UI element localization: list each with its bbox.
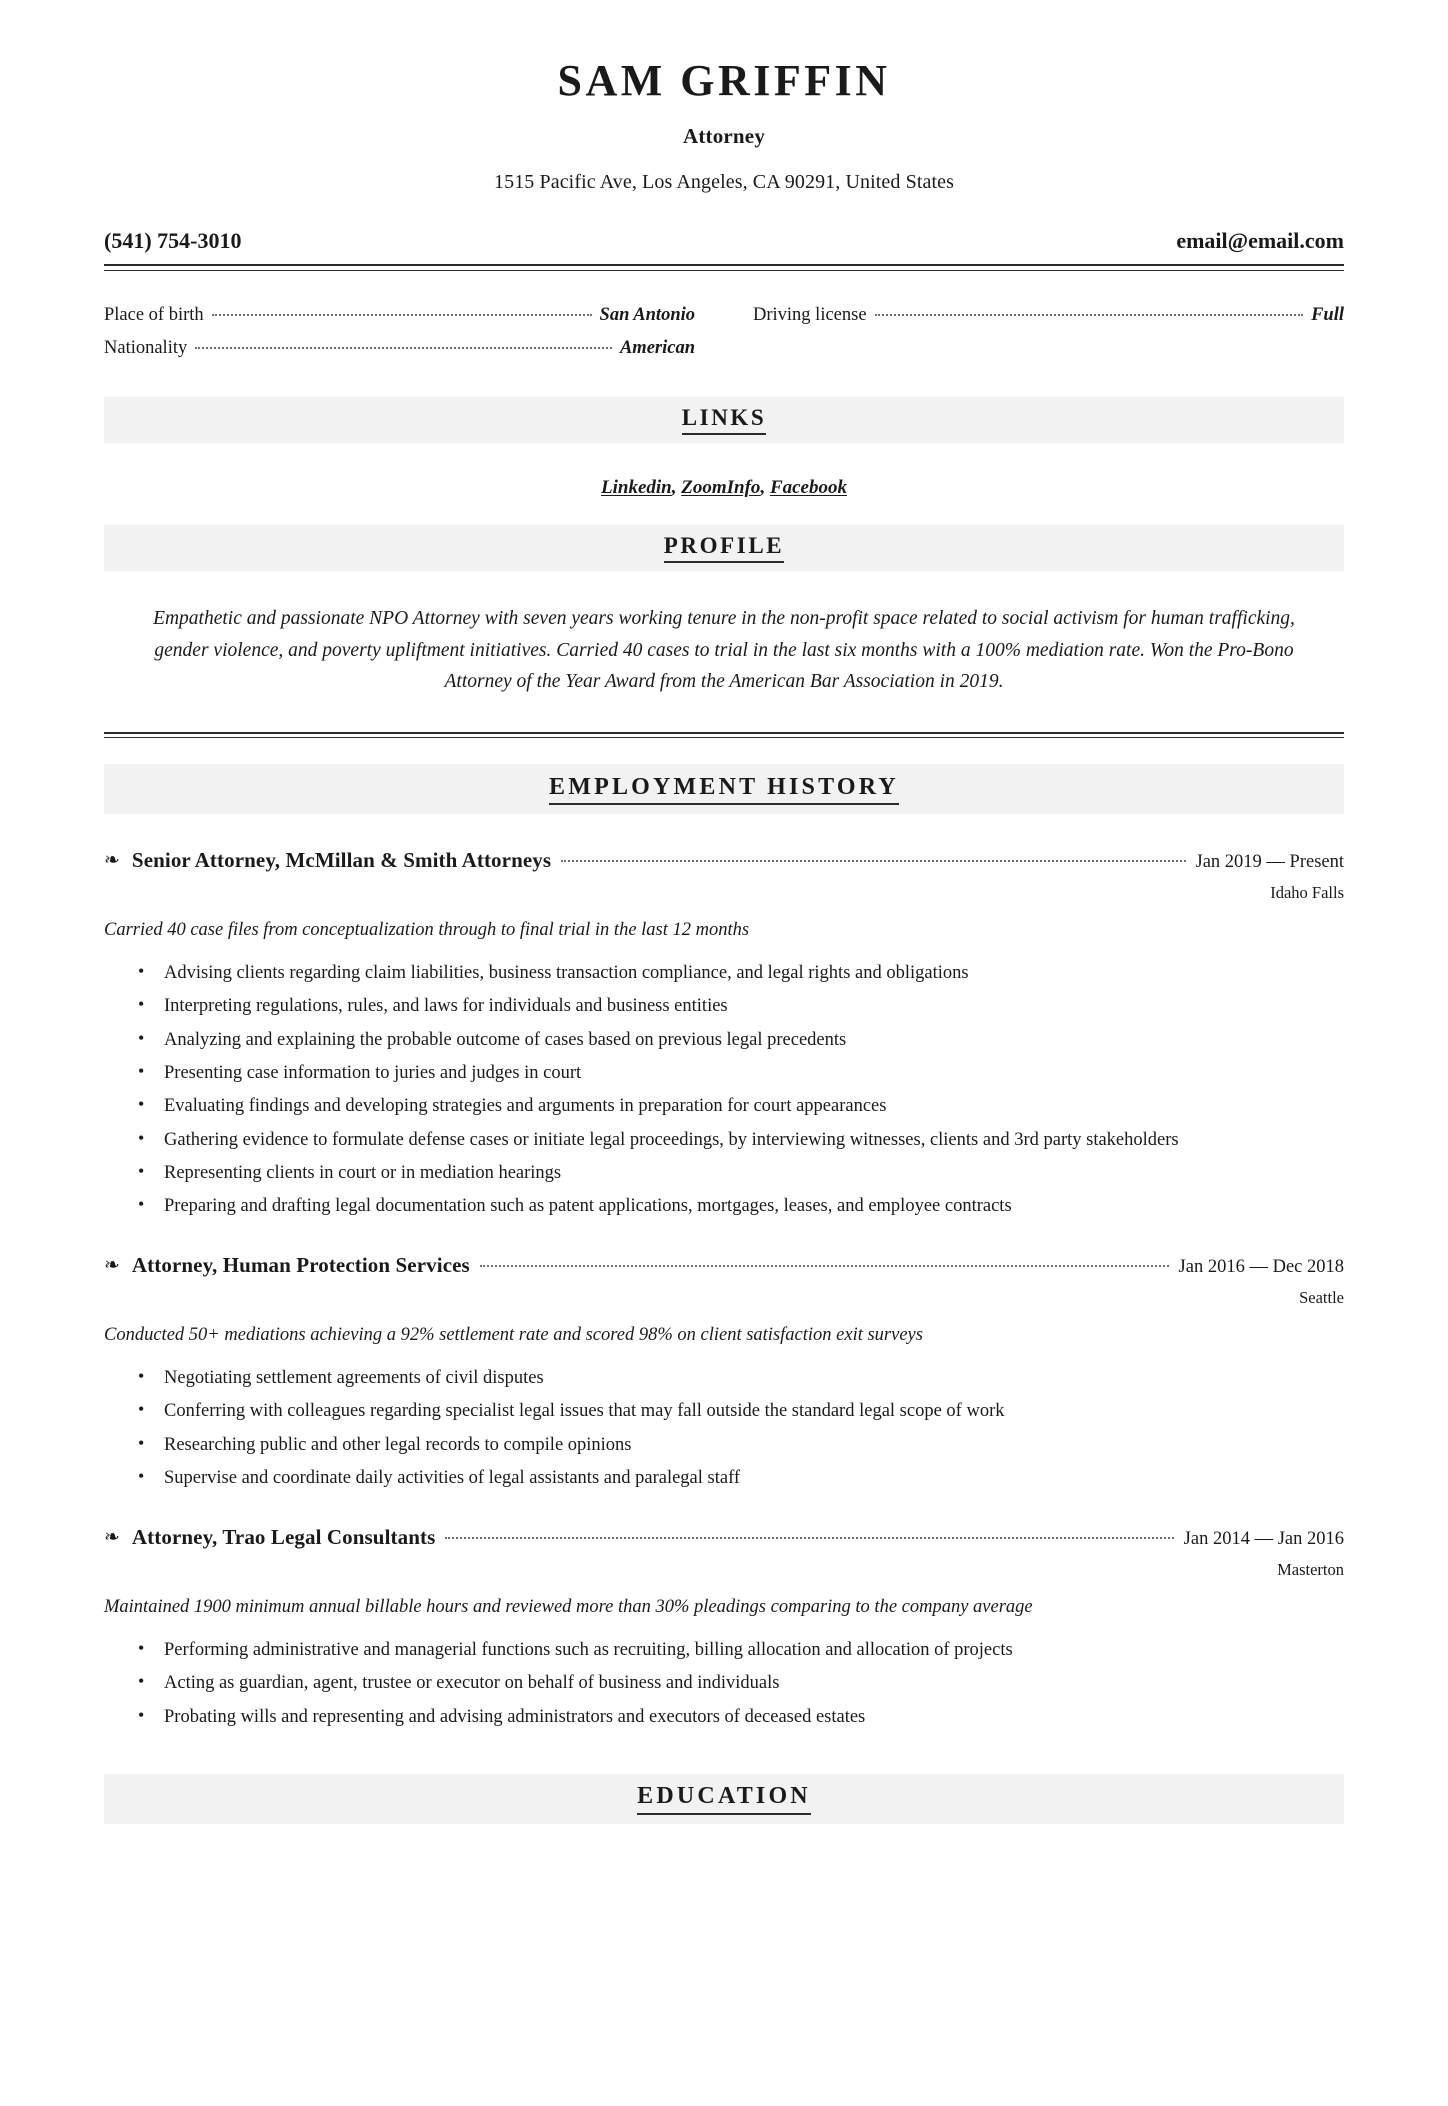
- duty-item: • Performing administrative and managerial functions such as recruiting, billing allocation and allocation of projects: [136, 1637, 1344, 1663]
- section-header-employment-history: [104, 764, 1344, 814]
- employment-title: Attorney, Human Protection Services: [131, 1253, 470, 1278]
- resume-header: [104, 58, 1344, 271]
- employment-dates: Jan 2019 — Present: [1195, 852, 1344, 873]
- link-linkedin[interactable]: Linkedin: [601, 477, 672, 499]
- employment-duties-list: [104, 1637, 1344, 1730]
- detail-row-driving-license: [753, 305, 1344, 325]
- phone-number[interactable]: (541) 754-3010: [104, 228, 242, 254]
- employment-entry: [104, 1253, 1344, 1491]
- section-header-links: [104, 397, 1344, 443]
- clover-bullet-icon: ❧: [104, 1527, 120, 1549]
- detail-label: Driving license: [753, 304, 867, 325]
- links-list: [104, 477, 1344, 499]
- personal-details: [104, 305, 1344, 372]
- profile-summary: Empathetic and passionate NPO Attorney with seven years working tenure in the non-profit space related to social activism for human trafficking, gender violence, and poverty upliftment initiatives. Carried 40 cases to trial in the last six months with a 100% mediation rate. Won the Pro-Bono Attorney of the Year Award from the American Bar Association in 2019.: [153, 608, 1295, 693]
- detail-label: Place of birth: [104, 304, 204, 325]
- detail-value: San Antonio: [599, 304, 695, 325]
- header-divider: [104, 264, 1344, 270]
- clover-bullet-icon: ❧: [104, 850, 120, 872]
- employment-entry: [104, 848, 1344, 1219]
- employment-entry-header: [104, 848, 1344, 873]
- personal-details-right-column: [753, 305, 1344, 372]
- dotted-leader: [445, 1537, 1173, 1539]
- section-title: LINKS: [682, 405, 767, 435]
- employment-entry-header: [104, 1253, 1344, 1278]
- duty-item: • Supervise and coordinate daily activities of legal assistants and paralegal staff: [136, 1465, 1344, 1491]
- employment-entry: [104, 1525, 1344, 1730]
- dotted-leader: [480, 1265, 1169, 1267]
- employment-duties-list: [104, 960, 1344, 1219]
- detail-label: Nationality: [104, 337, 188, 358]
- duty-item: • Negotiating settlement agreements of civil disputes: [136, 1365, 1344, 1391]
- profile-divider: [104, 732, 1344, 738]
- employment-entry-header: [104, 1525, 1344, 1550]
- employment-dates: Jan 2016 — Dec 2018: [1178, 1257, 1344, 1278]
- duty-item: • Acting as guardian, agent, trustee or executor on behalf of business and individuals: [136, 1670, 1344, 1696]
- resume-page: [0, 58, 1448, 2106]
- employment-dates: Jan 2014 — Jan 2016: [1183, 1529, 1344, 1550]
- personal-details-left-column: [104, 305, 695, 372]
- duty-item: • Advising clients regarding claim liabilities, business transaction compliance, and legal rights and obligations: [136, 960, 1344, 986]
- dotted-leader: [875, 314, 1304, 316]
- employment-description: Maintained 1900 minimum annual billable hours and reviewed more than 30% pleadings comparing to the company average: [104, 1597, 1033, 1618]
- duty-item: • Gathering evidence to formulate defense cases or initiate legal proceedings, by interviewing witnesses, clients and 3rd party stakeholders: [136, 1127, 1344, 1153]
- dotted-leader: [212, 314, 592, 316]
- duty-item: • Preparing and drafting legal documentation such as patent applications, mortgages, leases, and employee contracts: [136, 1193, 1344, 1219]
- link-facebook[interactable]: Facebook: [769, 477, 847, 499]
- duty-item: • Interpreting regulations, rules, and laws for individuals and business entities: [136, 993, 1344, 1019]
- detail-value: Full: [1311, 304, 1344, 325]
- candidate-name: SAM GRIFFIN: [557, 56, 891, 105]
- duty-item: • Conferring with colleagues regarding specialist legal issues that may fall outside the standard legal scope of work: [136, 1398, 1344, 1424]
- clover-bullet-icon: ❧: [104, 1255, 120, 1277]
- section-header-education: [104, 1774, 1344, 1824]
- employment-title: Senior Attorney, McMillan & Smith Attorneys: [131, 848, 552, 873]
- section-title: EMPLOYMENT HISTORY: [549, 774, 899, 805]
- link-separator: ,: [671, 477, 682, 499]
- employment-location: Masterton: [1277, 1560, 1344, 1580]
- section-title: EDUCATION: [637, 1783, 811, 1814]
- duty-item: • Analyzing and explaining the probable outcome of cases based on previous legal precedents: [136, 1027, 1344, 1053]
- email-address[interactable]: email@email.com: [1176, 228, 1344, 254]
- candidate-address: 1515 Pacific Ave, Los Angeles, CA 90291, United States: [494, 171, 954, 194]
- employment-duties-list: [104, 1365, 1344, 1491]
- employment-title: Attorney, Trao Legal Consultants: [131, 1525, 436, 1550]
- candidate-job-title: Attorney: [682, 124, 766, 149]
- duty-item: • Representing clients in court or in mediation hearings: [136, 1160, 1344, 1186]
- link-separator: ,: [760, 477, 770, 499]
- employment-description: Carried 40 case files from conceptualization through to final trial in the last 12 months: [104, 920, 750, 941]
- duty-item: • Evaluating findings and developing strategies and arguments in preparation for court appearances: [136, 1093, 1344, 1119]
- duty-item: • Probating wills and representing and advising administrators and executors of deceased estates: [136, 1704, 1344, 1730]
- link-zoominfo[interactable]: ZoomInfo: [681, 477, 761, 499]
- employment-location: Idaho Falls: [1270, 883, 1344, 903]
- section-title: PROFILE: [664, 533, 784, 563]
- contact-row: [104, 228, 1344, 254]
- dotted-leader: [561, 860, 1185, 862]
- employment-description: Conducted 50+ mediations achieving a 92% settlement rate and scored 98% on client satisfaction exit surveys: [104, 1325, 923, 1346]
- employment-location: Seattle: [1299, 1288, 1344, 1308]
- duty-item: • Presenting case information to juries and judges in court: [136, 1060, 1344, 1086]
- detail-row-place-of-birth: [104, 305, 695, 325]
- detail-value: American: [619, 337, 695, 358]
- dotted-leader: [195, 347, 612, 349]
- duty-item: • Researching public and other legal records to compile opinions: [136, 1432, 1344, 1458]
- detail-row-nationality: [104, 338, 695, 358]
- section-header-profile: [104, 525, 1344, 571]
